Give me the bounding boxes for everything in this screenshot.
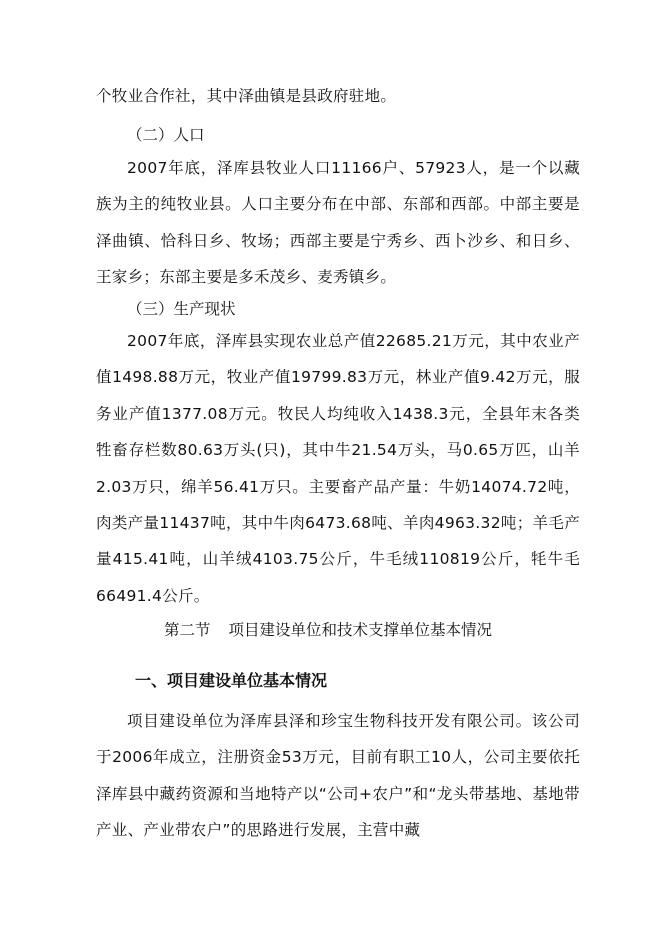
production-paragraph: 2007年底，泽库县实现农业总产值22685.21万元，其中农业产值1498.88万元，牧业产值19799.83万元，林业产值9.42万元，服务业产值1377.08万元。牧民人均纯收入1438.3元，全县年末各类牲畜存栏数80.63万头(只)，其中牛21.54万头，马0.65万匹，山羊2.03万只，绵羊56.41万只。主要畜产品产量：牛奶14074.72吨，肉类产量11437吨，其中牛肉6473.68吨、羊肉4963.32吨；羊毛产量415.41吨，山羊绒4103.75公斤，牛毛绒110819公斤，牦牛毛66491.4公斤。: [96, 332, 580, 605]
production-heading: （三）生产现状: [127, 300, 236, 318]
population-paragraph: 2007年底，泽库县牧业人口11166户、57923人，是一个以藏族为主的纯牧业县。人口主要分布在中部、东部和西部。中部主要是泽曲镇、恰科日乡、牧场；西部主要是宁秀乡、西卜沙乡、和日乡、王家乡；东部主要是多禾茂乡、麦秀镇乡。: [96, 159, 580, 287]
intro-tail-paragraph: 个牧业合作社，其中泽曲镇是县政府驻地。: [96, 87, 397, 105]
unit-paragraph: 项目建设单位为泽库县泽和珍宝生物科技开发有限公司。该公司于2006年成立，注册资金53万元，目前有职工10人，公司主要依托泽库县中藏药资源和当地特产以“公司+农户”和“龙头带基地、基地带产业、产业带农户”的思路进行发展，主营中藏: [96, 712, 580, 840]
unit-heading: 一、项目建设单位基本情况: [135, 671, 328, 690]
section-title-text: 项目建设单位和技术支撑单位基本情况: [228, 621, 493, 639]
section-title: [164, 618, 492, 642]
population-heading: （二）人口: [127, 126, 205, 144]
section-number: 第二节: [164, 621, 211, 639]
